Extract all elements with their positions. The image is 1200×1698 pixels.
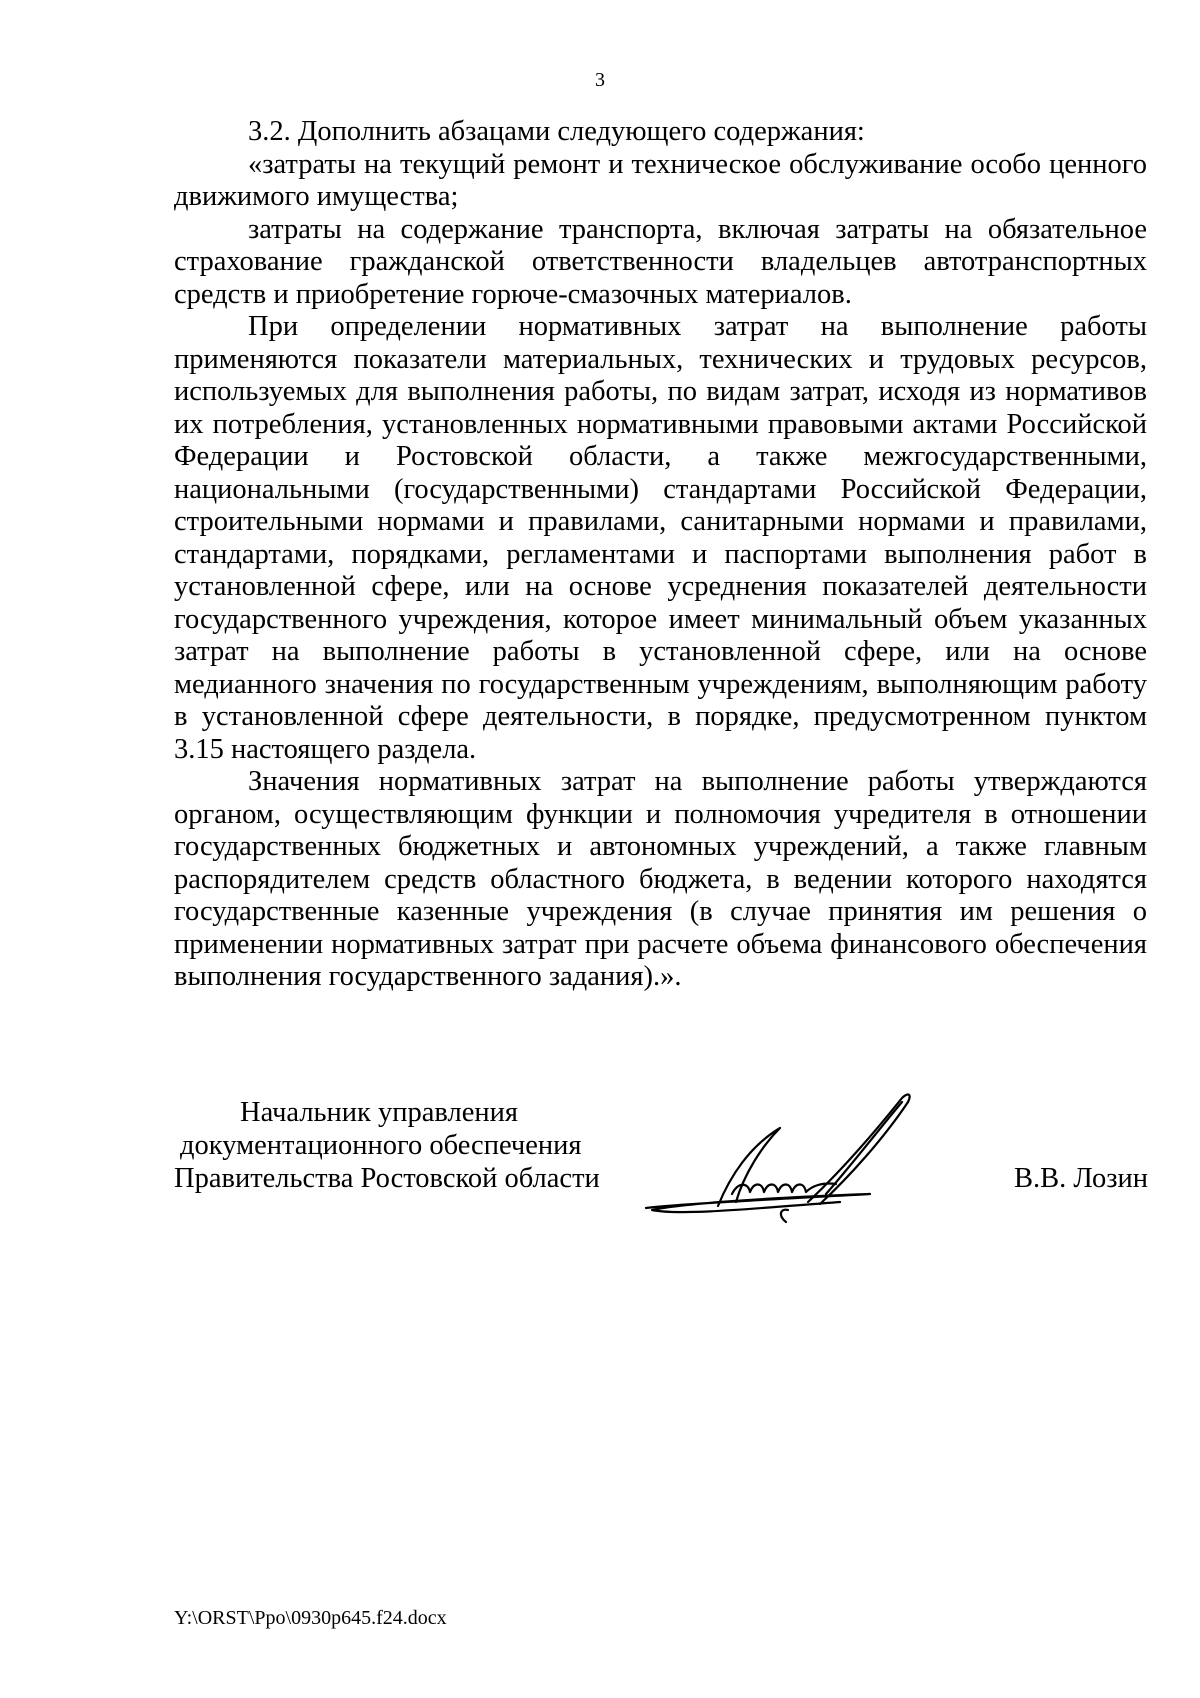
signatory-title-line: документационного обеспечения — [180, 1130, 582, 1161]
file-path: Y:\ORST\Ppo\0930p645.f24.docx — [174, 1607, 447, 1629]
handwritten-signature — [640, 1076, 990, 1236]
paragraph-repair-costs: «затраты на текущий ремонт и техническое обслуживание особо ценного движимого имущества; — [174, 148, 1147, 212]
page-number: 3 — [595, 69, 605, 91]
signatory-title-line: Начальник управления — [240, 1097, 518, 1128]
paragraph-normative-costs-approval: Значения нормативных затрат на выполнение работы утверждаются органом, осуществляющим функции и полномочия учредителя в отношении государственных бюджетных и автономных учреждений, а также главным распорядителем средств областного бюджета, в ведении которого находятся государственные казенные учреждения (в случае принятия им решения о применении нормативных затрат при расчете объема финансового обеспечения выполнения государственного задания).». — [174, 766, 1147, 992]
paragraph-clause-3-2: 3.2. Дополнить абзацами следующего содержания: — [248, 116, 865, 147]
signatory-title — [174, 1096, 600, 1195]
paragraph-transport-costs: затраты на содержание транспорта, включая затраты на обязательное страхование гражданской ответственности владельцев автотранспортных средств и приобретение горюче-смазочных материалов. — [174, 213, 1147, 310]
paragraph-normative-costs-definition: При определении нормативных затрат на выполнение работы применяются показатели материальных, технических и трудовых ресурсов, используемых для выполнения работы, по видам затрат, исходя из нормативов их потребления, установленных нормативными правовыми актами Российской Федерации и Ростовской области, а также межгосударственными, национальными (государственными) стандартами Российской Федерации, строительными нормами и правилами, санитарными нормами и правилами, стандартами, порядками, регламентами и паспортами выполнения работ в установленной сфере, или на основе усреднения показателей деятельности государственного учреждения, которое имеет минимальный объем указанных затрат на выполнение работы в установленной сфере, или на основе медианного значения по государственным учреждениям, выполняющим работу в установленной сфере деятельности, в порядке, предусмотренном пунктом 3.15 настоящего раздела. — [174, 311, 1147, 765]
document-body — [174, 116, 1147, 994]
signatory-title-line: Правительства Ростовской области — [174, 1163, 600, 1194]
signer-name: В.В. Лозин — [1014, 1163, 1149, 1194]
